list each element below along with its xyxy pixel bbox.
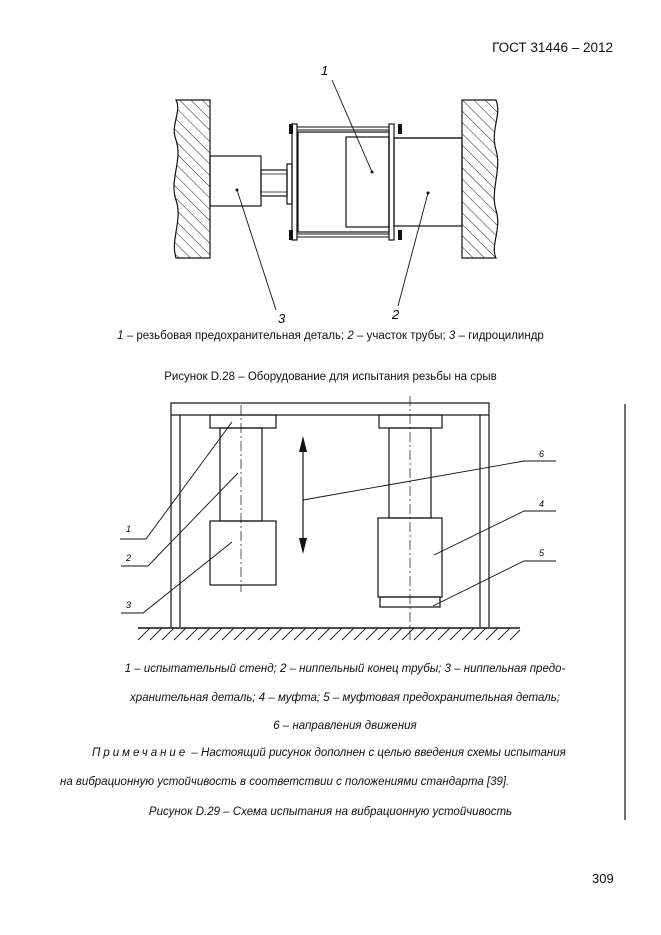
clamp-assembly bbox=[287, 124, 462, 240]
figure-d29-legend-line-3: 6 – направления движения bbox=[273, 720, 417, 732]
legend-text-3: – гидроцилиндр bbox=[455, 330, 544, 342]
figure-d29-note-line-2: на вибрационную устойчивость в соответствии с положениями стандарта [39]. bbox=[60, 776, 510, 788]
figure-d29-legend-line-1: 1 – испытательный стенд; 2 – ниппельный конец трубы; 3 – ниппельная предо- bbox=[124, 663, 566, 675]
legend-number-2: 2 bbox=[347, 330, 354, 342]
legend-text-2: – участок трубы; bbox=[353, 330, 449, 342]
test-stand bbox=[171, 403, 489, 627]
callout-3-fig29: 3 bbox=[126, 600, 132, 610]
figure-d29-leaders bbox=[120, 422, 556, 613]
legend-number-3: 3 bbox=[448, 330, 456, 342]
figure-d29-note-line-1 bbox=[92, 747, 632, 759]
coupling-pipe-assembly bbox=[378, 396, 442, 640]
callout-4-fig29: 4 bbox=[539, 499, 545, 509]
figure-d28-legend bbox=[0, 330, 661, 342]
callout-3-fig28: 3 bbox=[278, 311, 286, 326]
figure-d29-legend-line-2: хранительная деталь; 4 – муфта; 5 – муфтовая предохранительная деталь; bbox=[130, 692, 560, 704]
callout-1-fig29: 1 bbox=[126, 524, 132, 534]
ground bbox=[138, 628, 520, 640]
figure-d28-caption: Рисунок D.28 – Оборудование для испытания резьбы на срыв bbox=[164, 371, 497, 383]
page-number: 309 bbox=[592, 871, 614, 886]
callout-5-fig29: 5 bbox=[539, 548, 545, 558]
legend-text-1: – резьбовая предохранительная деталь; bbox=[123, 330, 348, 342]
nipple-pipe-assembly bbox=[210, 405, 276, 592]
callout-2-fig28: 2 bbox=[392, 307, 400, 322]
figure-d28-leaders bbox=[237, 80, 428, 310]
document-header: ГОСТ 31446 – 2012 bbox=[492, 40, 613, 55]
note-text-1: – Настоящий рисунок дополнен с целью введения схемы испытания bbox=[188, 747, 566, 759]
note-label: Примечание bbox=[92, 747, 189, 759]
left-wall bbox=[174, 100, 210, 258]
callout-2-fig29: 2 bbox=[126, 553, 132, 563]
callout-6-fig29: 6 bbox=[539, 449, 545, 459]
figure-d29-caption: Рисунок D.29 – Схема испытания на вибрационную устойчивость bbox=[148, 806, 513, 818]
hydraulic-cylinder bbox=[210, 156, 287, 206]
right-wall bbox=[462, 100, 498, 258]
legend-number-1: 1 bbox=[117, 330, 124, 342]
motion-direction-arrow bbox=[299, 436, 307, 554]
callout-1-fig28: 1 bbox=[321, 63, 329, 78]
